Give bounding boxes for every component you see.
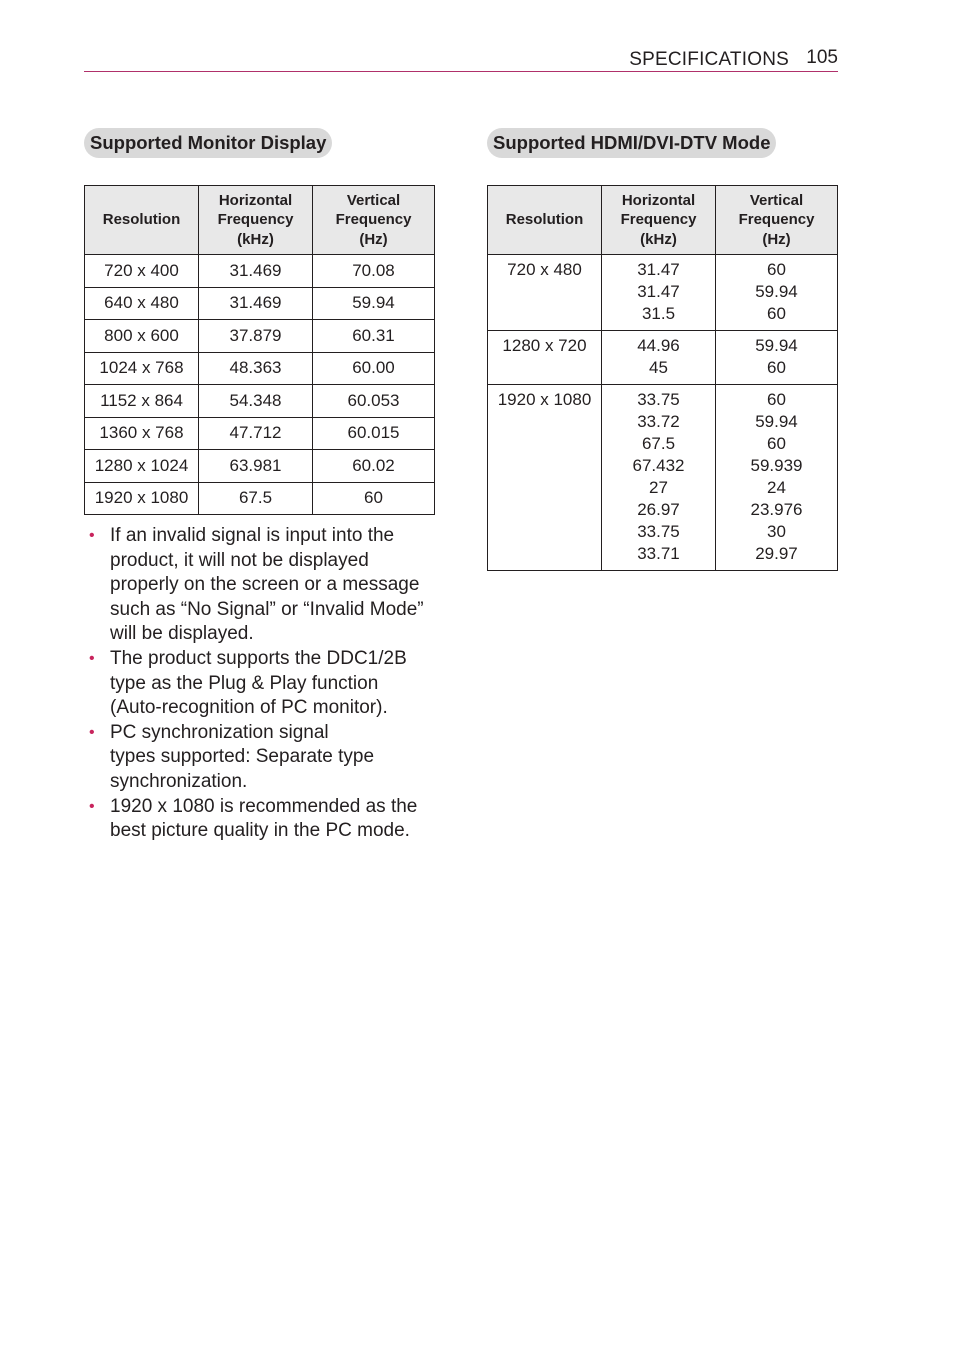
column-header-line: (Hz) [762, 230, 791, 248]
table-cell: 60.02 [313, 450, 435, 483]
resolution-cell: 1920 x 1080 [488, 385, 602, 571]
note-line: best picture quality in the PC mode. [110, 820, 410, 842]
frequency-value: 26.97 [637, 500, 680, 519]
column-header-line: Frequency [335, 211, 412, 229]
table-cell: 1152 x 864 [85, 385, 199, 418]
column-header-line: Vertical [346, 191, 401, 209]
frequency-value: 33.75 [637, 390, 680, 409]
note-line: (Auto-recognition of PC monitor). [110, 697, 388, 719]
table-cell: 48.363 [199, 352, 313, 385]
column-header [199, 186, 313, 255]
note-line: such as “No Signal” or “Invalid Mode” [110, 598, 424, 620]
frequency-value: 67.5 [641, 434, 676, 453]
note-item [86, 647, 446, 721]
frequency-value: 31.47 [637, 260, 680, 279]
frequency-value: 59.94 [755, 282, 798, 301]
note-item [86, 524, 446, 647]
column-header-line: Resolution [102, 211, 181, 229]
column-header-line: Frequency [738, 211, 815, 229]
frequency-value: 29.97 [755, 544, 798, 563]
horizontal-frequency-cell [602, 331, 716, 385]
frequency-value: 27 [649, 478, 668, 497]
table-cell: 1280 x 1024 [85, 450, 199, 483]
bullet-icon: • [89, 797, 95, 815]
note-line: type as the Plug & Play function [110, 672, 379, 694]
column-header [85, 186, 199, 255]
frequency-value: 33.71 [637, 544, 680, 563]
column-header-line: Vertical [749, 191, 804, 209]
note-item [86, 795, 446, 844]
frequency-value: 60 [767, 434, 786, 453]
table-row [85, 255, 435, 288]
note-line: 1920 x 1080 is recommended as the [110, 795, 418, 817]
hdmi-section-title: Supported HDMI/DVI-DTV Mode [487, 128, 776, 158]
table-cell: 640 x 480 [85, 287, 199, 320]
frequency-value: 67.432 [632, 456, 685, 475]
page-number: 105 [806, 47, 838, 68]
frequency-value: 60 [767, 390, 786, 409]
frequency-value: 59.94 [755, 336, 798, 355]
bullet-icon: • [89, 649, 95, 667]
table-row [85, 352, 435, 385]
note-line: The product supports the DDC1/2B [110, 647, 407, 669]
header-rule [84, 71, 838, 72]
column-header-line: (Hz) [359, 230, 388, 248]
table-cell: 31.469 [199, 287, 313, 320]
column-header-line: Frequency [620, 211, 697, 229]
table-cell: 60.31 [313, 320, 435, 353]
frequency-value: 23.976 [750, 500, 803, 519]
frequency-value: 60 [767, 304, 786, 323]
vertical-frequency-cell [716, 255, 838, 331]
table-row [85, 450, 435, 483]
frequency-value: 60 [767, 260, 786, 279]
table-cell: 60.015 [313, 417, 435, 450]
note-line: types supported: Separate type [110, 746, 375, 768]
table-row [85, 417, 435, 450]
notes-list [86, 524, 446, 844]
table-cell: 800 x 600 [85, 320, 199, 353]
hdmi-table [487, 185, 838, 571]
table-cell: 59.94 [313, 287, 435, 320]
table-cell: 37.879 [199, 320, 313, 353]
frequency-value: 45 [649, 358, 668, 377]
frequency-value: 24 [767, 478, 786, 497]
note-line: PC synchronization signal [110, 721, 329, 743]
frequency-value: 44.96 [637, 336, 680, 355]
table-cell: 31.469 [199, 255, 313, 288]
frequency-value: 31.47 [637, 282, 680, 301]
column-header-line: Resolution [505, 211, 584, 229]
note-line: product, it will not be displayed [110, 549, 369, 571]
vertical-frequency-cell [716, 385, 838, 571]
table-header-row [85, 186, 435, 255]
table-cell: 1024 x 768 [85, 352, 199, 385]
monitor-table [84, 185, 435, 515]
table-cell: 70.08 [313, 255, 435, 288]
table-cell: 63.981 [199, 450, 313, 483]
table-header-row [488, 186, 838, 255]
frequency-value: 59.939 [750, 456, 803, 475]
note-item [86, 721, 446, 795]
table-cell: 1920 x 1080 [85, 482, 199, 515]
frequency-value: 59.94 [755, 412, 798, 431]
column-header-line: Horizontal [218, 191, 293, 209]
table-row [488, 385, 838, 571]
note-line: synchronization. [110, 770, 248, 792]
column-header [602, 186, 716, 255]
column-header-line: Horizontal [621, 191, 696, 209]
table-cell: 47.712 [199, 417, 313, 450]
note-line: If an invalid signal is input into the [110, 525, 395, 546]
bullet-icon: • [89, 723, 95, 741]
frequency-value: 33.75 [637, 522, 680, 541]
table-row [85, 320, 435, 353]
table-cell: 60.053 [313, 385, 435, 418]
table-row [85, 385, 435, 418]
frequency-value: 33.72 [637, 412, 680, 431]
table-cell: 1360 x 768 [85, 417, 199, 450]
table-row [85, 482, 435, 515]
table-cell: 60.00 [313, 352, 435, 385]
frequency-value: 30 [767, 522, 786, 541]
page-header [84, 46, 838, 72]
vertical-frequency-cell [716, 331, 838, 385]
column-header-line: (kHz) [640, 230, 677, 248]
table-row [488, 255, 838, 331]
table-cell: 54.348 [199, 385, 313, 418]
frequency-value: 31.5 [641, 304, 676, 323]
frequency-value: 60 [767, 358, 786, 377]
column-header [488, 186, 602, 255]
table-row [488, 331, 838, 385]
column-header-line: (kHz) [237, 230, 274, 248]
column-header [716, 186, 838, 255]
resolution-cell: 720 x 480 [488, 255, 602, 331]
bullet-icon: • [89, 527, 95, 544]
monitor-section-title: Supported Monitor Display [84, 128, 332, 158]
note-line: properly on the screen or a message [110, 574, 420, 596]
horizontal-frequency-cell [602, 255, 716, 331]
horizontal-frequency-cell [602, 385, 716, 571]
section-title: SPECIFICATIONS [629, 49, 789, 70]
table-cell: 720 x 400 [85, 255, 199, 288]
column-header-line: Frequency [217, 211, 294, 229]
column-header [313, 186, 435, 255]
resolution-cell: 1280 x 720 [488, 331, 602, 385]
note-line: will be displayed. [110, 623, 254, 645]
table-cell: 60 [313, 482, 435, 515]
table-row [85, 287, 435, 320]
table-cell: 67.5 [199, 482, 313, 515]
